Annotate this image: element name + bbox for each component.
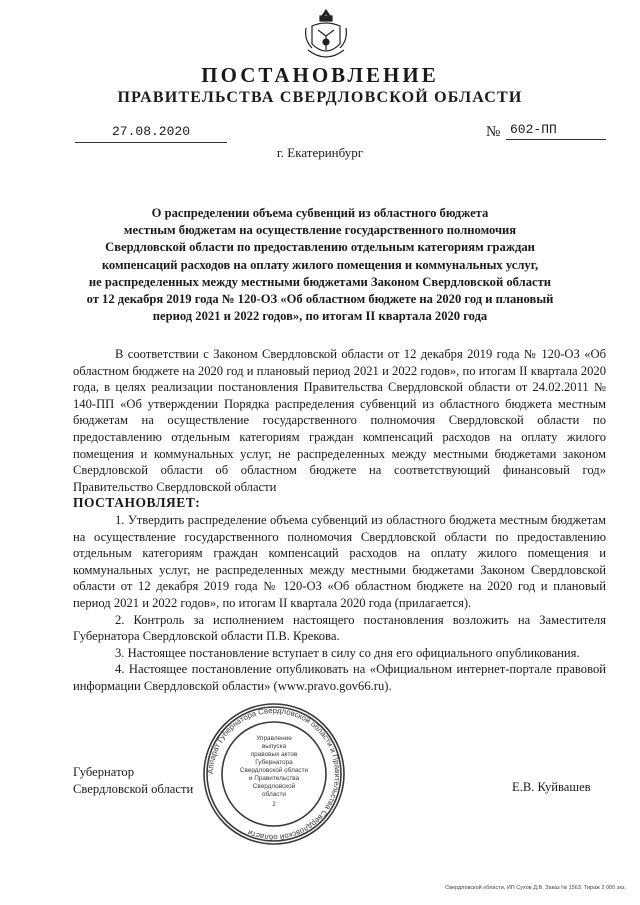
print-info: Свердловской области, ИП Сухов Д.В. Заказ № 1563. Тираж 2 000 экз. — [445, 885, 626, 891]
title-line: компенсаций расходов на оплату жилого помещения и коммунальных услуг, — [101, 257, 539, 272]
decree-item: 2. Контроль за исполнением настоящего постановления возложить на Заместителя Губернатора Свердловской области П.В. Крекова. — [73, 612, 606, 644]
preamble-paragraph: В соответствии с Законом Свердловской области от 12 декабря 2019 года № 120-ОЗ «Об областном бюджете на 2020 год и плановый период 2021 и 2022 годов», по итогам II квартала 2020 года, в целях реализации постановления Правительства Свердловской области от 24.02.2011 № 140-ПП «Об утверждении Порядка распределения субвенций из областного бюджета местным бюджетам на осуществление государственного полномочия Свердловской области по предоставлению отдельным категориям граждан компенсаций расходов на оплату жилого помещения и коммунальных услуг, не распределенных между местными бюджетами законом Свердловской области об областном бюджете на соответствующий финансовый год» Правительство Свердловской области — [73, 347, 606, 494]
decree-item: 4. Настоящее постановление опубликовать на «Официальном интернет-портале правовой информации Свердловской области» (www.pravo.gov66.ru). — [73, 662, 606, 693]
title-line: О распределении объема субвенций из областного бюджета — [151, 206, 489, 220]
stamp-line: Губернатора — [255, 759, 293, 766]
title-line: не распределенных между местными бюджетами Законом Свердловской области — [88, 274, 552, 289]
stamp-line: и Правительства — [248, 775, 300, 782]
city-name: г. Екатеринбург — [276, 145, 364, 160]
stamp-line: 2 — [272, 801, 276, 808]
document-title — [60, 205, 580, 325]
title-line: Свердловской области по предоставлению отдельным категориям граждан — [105, 240, 535, 255]
decree-keyword: ПОСТАНОВЛЯЕТ: — [73, 495, 201, 511]
decree-item: 1. Утвердить распределение объема субвенций из областного бюджета местным бюджетам на осуществление государственного полномочия Свердловской области по предоставлению отдельным категориям граждан компенсаций расходов на оплату жилого помещения и коммунальных услуг, не распределенных между местными бюджетами Законом Свердловской области от 12 декабря 2019 года № 120-ОЗ «Об областном бюджете на 2020 год и плановый период 2021 и 2022 годов», по итогам II квартала 2020 года (прилагается). — [73, 512, 606, 610]
document-number: 602-ПП — [506, 122, 606, 140]
stamp-line: Свердловской — [252, 783, 296, 790]
position-line: Свердловской области — [73, 782, 194, 796]
title-line: период 2021 и 2022 годов», по итогам II квартала 2020 года — [152, 309, 488, 324]
stamp-line: Свердловской области — [239, 767, 309, 774]
coat-of-arms-icon — [302, 6, 350, 66]
stamp-line: области — [262, 791, 286, 798]
document-body — [73, 346, 606, 694]
number-sign: № — [486, 124, 501, 140]
stamp-line: Управление — [256, 735, 292, 742]
issuer-heading: ПРАВИТЕЛЬСТВА СВЕРДЛОВСКОЙ ОБЛАСТИ — [117, 89, 523, 106]
stamp-line: выпуска — [261, 743, 287, 750]
signatory-name: Е.В. Куйвашев — [512, 780, 591, 794]
document-type-heading: ПОСТАНОВЛЕНИЕ — [201, 63, 439, 87]
stamp-line: правовых актов — [250, 751, 298, 758]
title-line: от 12 декабря 2019 года № 120-ОЗ «Об областном бюджете на 2020 год и плановый — [86, 292, 554, 307]
decree-item: 3. Настоящее постановление вступает в силу со дня его официального опубликования. — [115, 645, 580, 660]
title-line: местным бюджетам на осуществление государственного полномочия — [123, 223, 517, 238]
signatory-position — [73, 764, 193, 798]
stamp-ring-text: Аппарат Губернатора Свердловской области и Правительства Свердловской области — [205, 705, 343, 843]
document-date: 27.08.2020 — [75, 124, 227, 143]
official-stamp — [200, 700, 348, 848]
position-line: Губернатор — [73, 765, 134, 779]
